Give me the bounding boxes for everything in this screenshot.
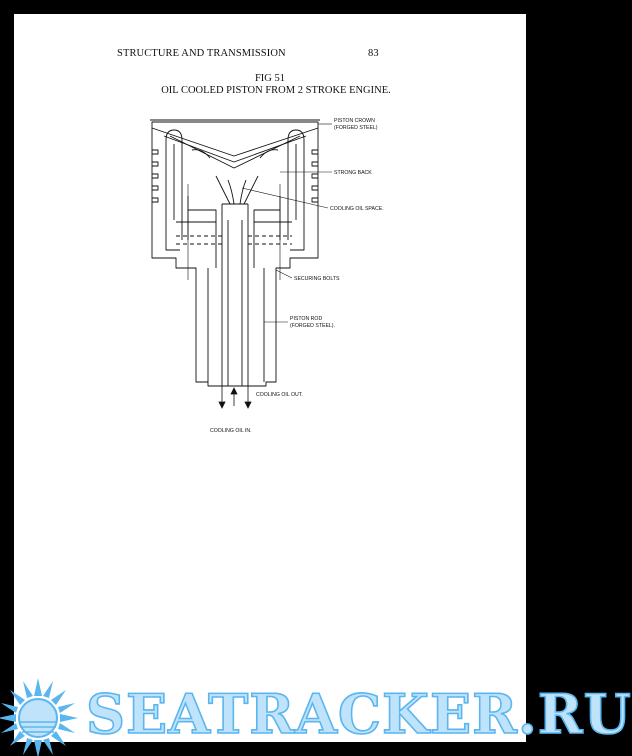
label-strong-back: STRONG BACK — [334, 170, 372, 176]
label-cooling-oil-space: COOLING OIL SPACE. — [330, 206, 384, 212]
label-securing-bolts: SECURING BOLTS — [294, 276, 340, 282]
central-oil-tube — [222, 204, 248, 386]
figure-number: FIG 51 — [254, 73, 286, 84]
leader-securing-bolts — [276, 270, 292, 278]
ring-grooves-right — [312, 150, 318, 202]
dashed-oil-passage-left — [176, 236, 222, 244]
sun-icon — [0, 678, 78, 756]
label-piston-crown: PISTON CROWN — [334, 118, 375, 124]
running-head: STRUCTURE AND TRANSMISSION — [117, 48, 286, 59]
label-piston-rod: PISTON ROD — [290, 316, 323, 322]
dashed-oil-passage-right — [248, 236, 292, 244]
label-piston-rod-material: (FORGED STEEL). — [290, 323, 335, 329]
piston-diagram — [130, 100, 390, 440]
crown-dish-inner — [164, 136, 306, 162]
label-cooling-oil-out: COOLING OIL OUT. — [256, 392, 303, 398]
page-number: 83 — [368, 48, 379, 59]
ring-grooves-left — [152, 150, 158, 202]
label-piston-crown-material: (FORGED STEEL) — [334, 125, 378, 131]
piston-rod — [208, 268, 264, 382]
watermark-text[interactable]: SEATRACKER.RU — [86, 682, 632, 746]
label-cooling-oil-in: COOLING OIL IN. — [210, 428, 252, 434]
rod-flange — [176, 222, 292, 268]
figure-title: OIL COOLED PISTON FROM 2 STROKE ENGINE. — [161, 85, 391, 96]
crown-dish — [152, 128, 318, 156]
